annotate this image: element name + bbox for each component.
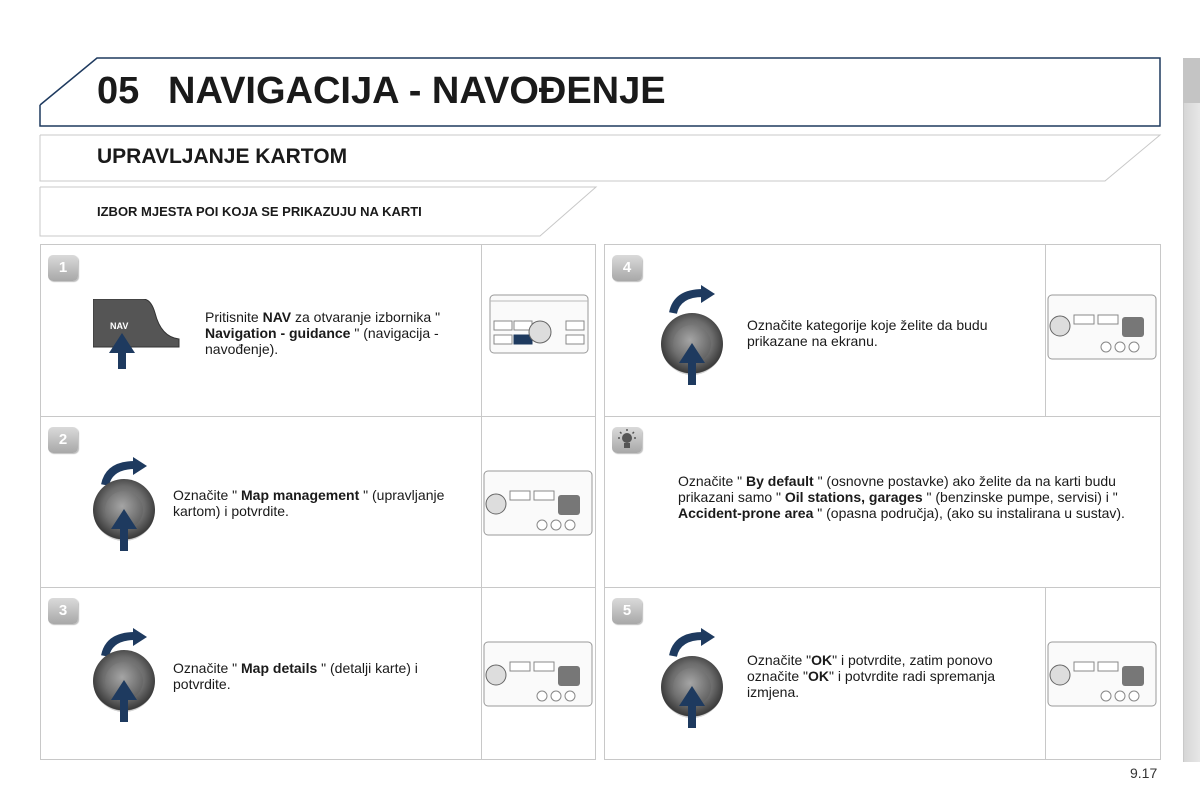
step-1-image [481, 245, 596, 417]
text-segment: " (opasna područja), (ako su instalirana u sustav). [813, 505, 1125, 521]
press-arrow-icon [111, 509, 137, 551]
bold-term: OK [811, 652, 833, 668]
press-arrow-icon [111, 680, 137, 722]
step-panel-5 [604, 587, 1161, 760]
page-number: 9.17 [1130, 765, 1158, 781]
text-segment: Pritisnite [205, 309, 263, 325]
step-panel-4 [604, 244, 1161, 418]
step-4-text [747, 317, 1037, 349]
lightbulb-icon [612, 427, 642, 453]
text-segment: Označite kategorije koje želite da budu prikazane na ekranu. [747, 317, 988, 349]
step-panel-3 [40, 587, 596, 760]
text-segment: " (detalji karte) i potvrdite. [173, 660, 418, 692]
chapter-number: 05 [97, 70, 140, 112]
step-badge: 1 [48, 255, 78, 281]
bold-term: OK [808, 668, 830, 684]
text-segment: Označite " [173, 660, 241, 676]
text-segment: " (upravljanje kartom) i potvrdite. [173, 487, 445, 519]
text-segment: " (benzinske pumpe, servisi) i " [922, 489, 1118, 505]
press-arrow-icon [109, 333, 135, 369]
bold-term: By default [746, 473, 814, 489]
text-segment: za otvaranje izbornika " [291, 309, 441, 325]
tip-panel [604, 416, 1161, 589]
radio-panel-illustration [1046, 588, 1161, 759]
step-panel-1 [40, 244, 596, 418]
step-5-image [1045, 588, 1161, 759]
chapter-title: NAVIGACIJA - NAVOĐENJE [168, 70, 666, 112]
tip-badge [612, 427, 642, 453]
nav-key-label: NAV [110, 321, 129, 331]
radio-panel-illustration [482, 417, 596, 588]
text-segment: " (osnovne postavke) ako želite da na karti budu prikazani samo " [678, 473, 1116, 505]
step-badge: 5 [612, 598, 642, 624]
step-1-text [205, 309, 475, 357]
text-segment: Označite " [747, 652, 812, 668]
text-segment: " i potvrdite radi spremanja izmjena. [747, 668, 996, 700]
text-segment: Označite " [173, 487, 241, 503]
nav-key-illustration [93, 299, 183, 369]
step-4-image [1045, 245, 1161, 417]
bold-term: Accident-prone area [678, 505, 814, 521]
step-2-text [173, 487, 463, 519]
step-badge: 3 [48, 598, 78, 624]
bold-term: Map management [241, 487, 360, 503]
section-title: UPRAVLJANJE KARTOM [97, 145, 348, 168]
tip-text [678, 473, 1138, 521]
step-badge: 2 [48, 427, 78, 453]
step-badge: 4 [612, 255, 642, 281]
step-5-text [747, 652, 1047, 700]
text-segment: " (navigacija - navođenje). [205, 325, 439, 357]
step-3-text [173, 660, 463, 692]
step-2-image [481, 417, 596, 588]
bold-term: Map details [241, 660, 318, 676]
radio-panel-illustration [1046, 245, 1161, 417]
step-panel-2 [40, 416, 596, 589]
chapter-sidebar-strip [1183, 58, 1200, 762]
step-3-image [481, 588, 596, 759]
bold-term: NAV [262, 309, 292, 325]
press-arrow-icon [679, 343, 705, 385]
radio-panel-illustration [482, 245, 596, 417]
text-segment: " i potvrdite, zatim ponovo označite " [747, 652, 993, 684]
chapter-side-tab [1183, 58, 1200, 103]
radio-panel-illustration [482, 588, 596, 759]
press-arrow-icon [679, 686, 705, 728]
text-segment: Označite " [678, 473, 746, 489]
subsection-title: IZBOR MJESTA POI KOJA SE PRIKAZUJU NA KARTI [97, 204, 422, 219]
bold-term: Navigation - guidance [205, 325, 351, 341]
bold-term: Oil stations, garages [784, 489, 923, 505]
